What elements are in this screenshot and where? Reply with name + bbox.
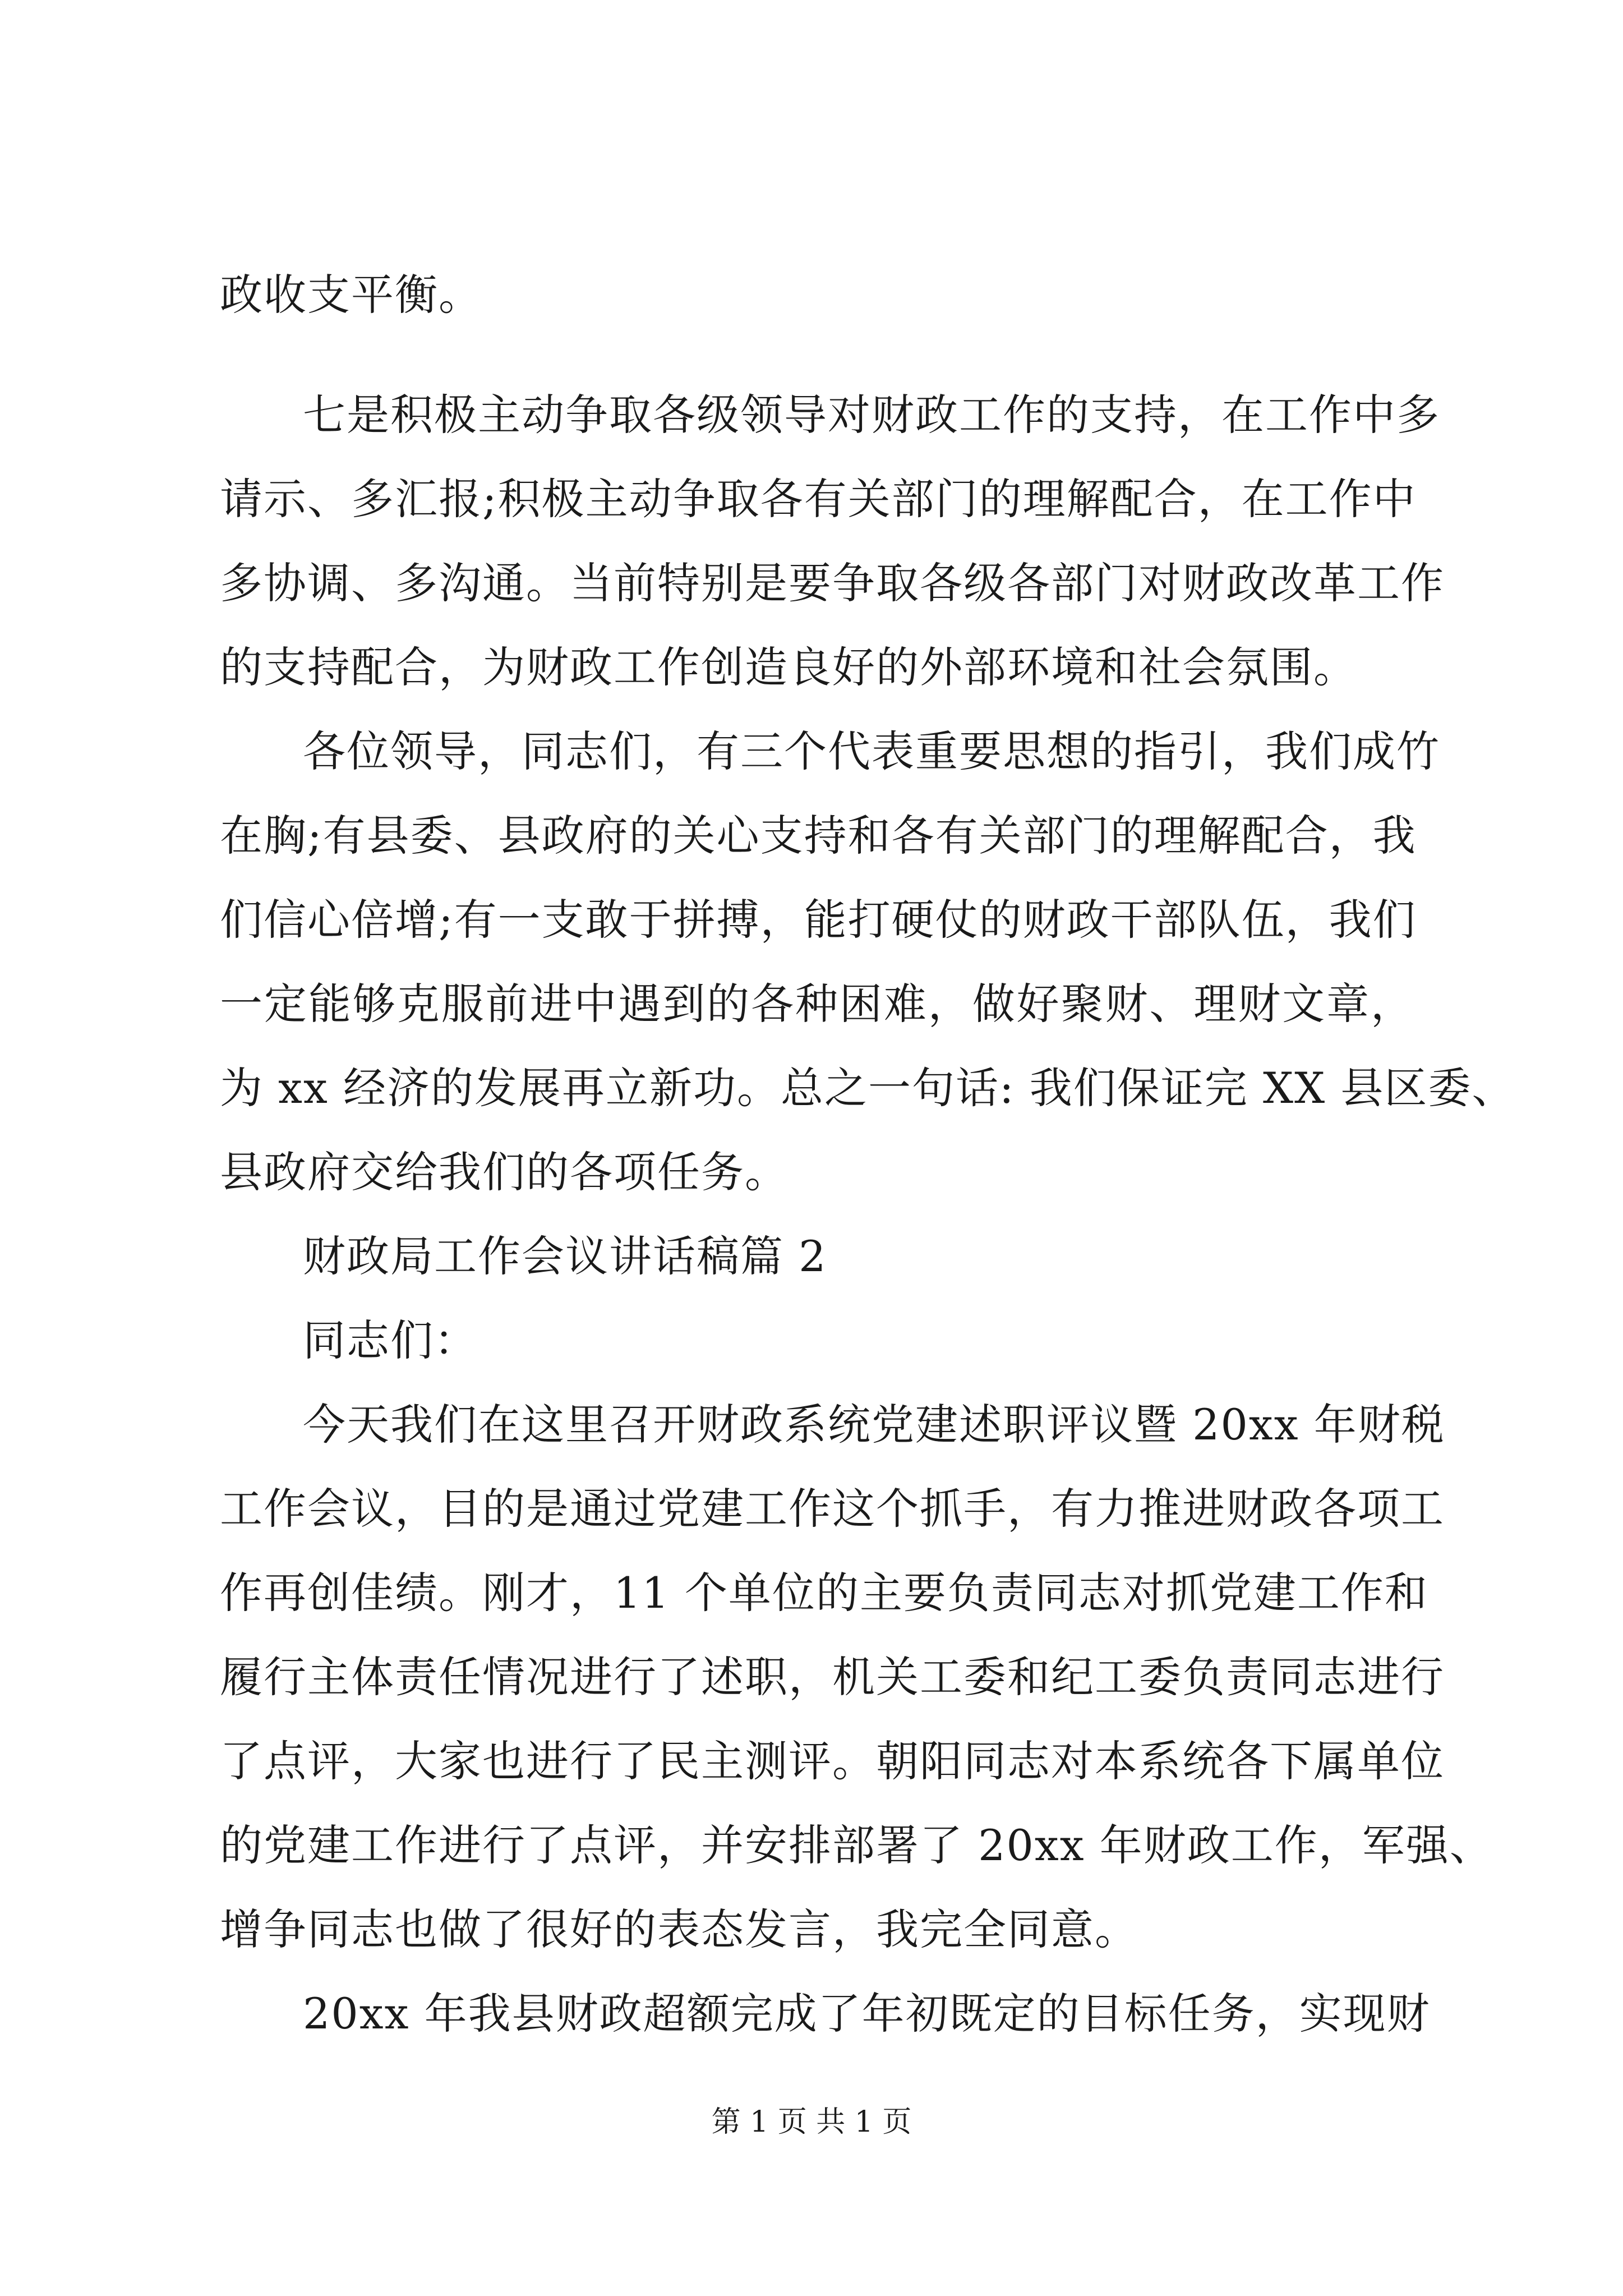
text-line: 多协调、多沟通。当前特别是要争取各级各部门对财政改革工作 xyxy=(220,558,1445,608)
text-line: 的支持配合，为财政工作创造良好的外部环境和社会氛围。 xyxy=(220,642,1357,692)
text-line: 工作会议，目的是通过党建工作这个抓手，有力推进财政各项工 xyxy=(220,1484,1445,1534)
text-line: 一定能够克服前进中遇到的各种困难，做好聚财、理财文章， xyxy=(220,979,1414,1029)
text-line: 们信心倍增;有一支敢于拼搏，能打硬仗的财政干部队伍，我们 xyxy=(220,895,1417,945)
text-line: 政收支平衡。 xyxy=(220,270,482,320)
text-line: 七是积极主动争取各级领导对财政工作的支持，在工作中多 xyxy=(303,390,1440,440)
text-line: 20xx 年我县财政超额完成了年初既定的目标任务，实现财 xyxy=(303,1989,1431,2039)
text-line: 作再创佳绩。刚才，11 个单位的主要负责同志对抓党建工作和 xyxy=(220,1568,1428,1618)
text-line: 今天我们在这里召开财政系统党建述职评议暨 20xx 年财税 xyxy=(303,1400,1445,1450)
text-line: 县政府交给我们的各项任务。 xyxy=(220,1147,789,1197)
text-line: 履行主体责任情况进行了述职，机关工委和纪工委负责同志进行 xyxy=(220,1652,1445,1702)
page-number-footer: 第 1 页 共 1 页 xyxy=(711,2105,912,2139)
text-line: 增争同志也做了很好的表态发言，我完全同意。 xyxy=(220,1904,1138,1954)
text-line: 在胸;有县委、县政府的关心支持和各有关部门的理解配合，我 xyxy=(220,811,1417,861)
salutation: 同志们： xyxy=(303,1315,478,1365)
text-line: 为 xx 经济的发展再立新功。总之一句话: 我们保证完 XX 县区委、 xyxy=(220,1063,1516,1113)
text-line: 各位领导，同志们，有三个代表重要思想的指引，我们成竹 xyxy=(303,726,1440,776)
section-heading: 财政局工作会议讲话稿篇 2 xyxy=(303,1231,827,1281)
text-line: 的党建工作进行了点评，并安排部署了 20xx 年财政工作，军强、 xyxy=(220,1820,1493,1870)
text-line: 请示、多汇报;积极主动争取各有关部门的理解配合，在工作中 xyxy=(220,474,1417,524)
text-line: 了点评，大家也进行了民主测评。朝阳同志对本系统各下属单位 xyxy=(220,1736,1445,1786)
